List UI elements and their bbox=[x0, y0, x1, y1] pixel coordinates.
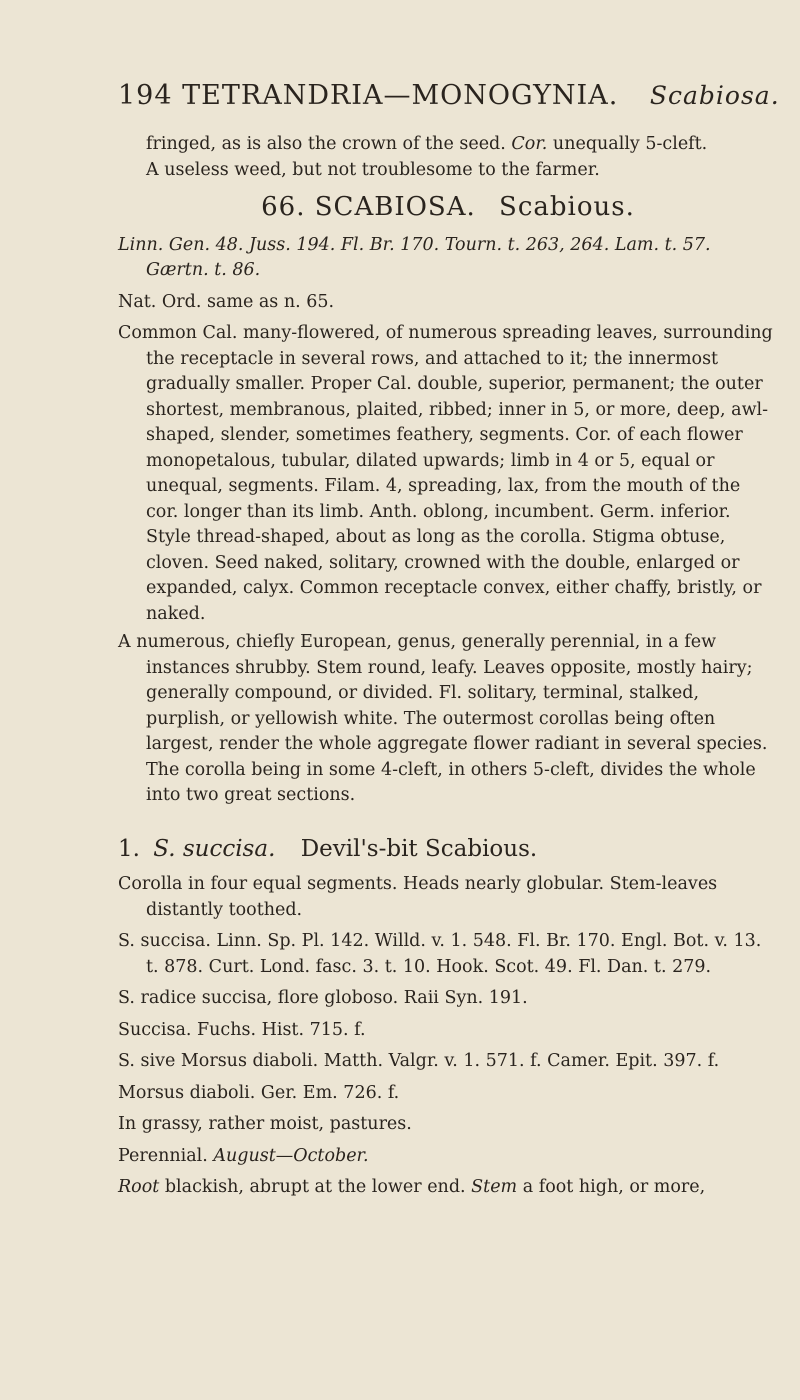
page-header bbox=[118, 80, 780, 111]
genus-name: SCABIOSA. bbox=[314, 192, 476, 222]
intro-line2: A useless weed, but not troublesome to the farmer. bbox=[146, 159, 600, 180]
genus-description: Common Cal. many-flowered, of numerous spreading leaves, surrounding the receptacle in several rows, and attached to it; the innermost gradually smaller. Proper Cal. double, superior, permanent; the outer shortest, membranous, plaited, ribbed; inner in 5, or more, deep, awl-shaped, slender, sometimes feathery, segments. Cor. of each flower monopetalous, tubular, dilated upwards; limb in 4 or 5, equal or unequal, segments. Filam. 4, spreading, lax, from the mouth of the cor. longer than its limb. Anth. oblong, incumbent. Germ. inferior. Style thread-shaped, about as long as the corolla. Stigma obtuse, cloven. Seed naked, solitary, crowned with the double, enlarged or expanded, calyx. Common receptacle convex, either chaffy, bristly, or naked. bbox=[118, 323, 773, 624]
intro-line1-rest: unequally 5-cleft. bbox=[552, 134, 708, 154]
species-number: 1. bbox=[118, 835, 140, 862]
genus-references bbox=[118, 233, 778, 284]
stem-label: Stem bbox=[471, 1177, 518, 1197]
intro-paragraph bbox=[118, 132, 778, 183]
page-body bbox=[118, 132, 778, 1207]
habitat: In grassy, rather moist, pastures. bbox=[118, 1114, 412, 1134]
genus-notes: A numerous, chiefly European, genus, generally perennial, in a few instances shrubby. Stem round, leafy. Leaves opposite, mostly hairy; generally compound, or divided. Fl. solitary, terminal, stalked, purplish, or yellowish white. The outermost corollas being often largest, render the whole aggregate flower radiant in several species. The corolla being in some 4-cleft, in others 5-cleft, divides the whole into two great sections. bbox=[118, 632, 768, 805]
synonym-2: S. radice succisa, flore globoso. Raii Syn. 191. bbox=[118, 988, 528, 1008]
running-title: Scabiosa. bbox=[649, 81, 780, 110]
synonym-1: S. succisa. Linn. Sp. Pl. 142. Willd. v. 1. 548. Fl. Br. 170. Engl. Bot. v. 13. t. 878. Curt. Lond. fasc. 3. t. 10. Hook. Scot. 49. Fl. Dan. t. 279. bbox=[118, 931, 762, 977]
refs-line2: t. 57. Gærtn. t. 86. bbox=[146, 234, 711, 280]
species-english: Devil's-bit Scabious. bbox=[300, 835, 538, 862]
stem-text: a foot high, or more, bbox=[522, 1177, 706, 1197]
genus-english: Scabious. bbox=[499, 192, 635, 222]
species-name: S. succisa. bbox=[153, 835, 276, 862]
root-stem-line bbox=[118, 1175, 778, 1201]
intro-line1: fringed, as is also the crown of the seed. bbox=[146, 134, 506, 154]
species-diagnosis: Corolla in four equal segments. Heads nearly globular. Stem-leaves distantly toothed. bbox=[118, 874, 718, 920]
duration-line bbox=[118, 1144, 778, 1170]
refs-line1: Linn. Gen. 48. Juss. 194. Fl. Br. 170. Tourn. t. 263, 264. Lam. bbox=[118, 234, 660, 255]
species-heading bbox=[118, 837, 778, 863]
genus-number: 66. bbox=[261, 192, 306, 222]
page-number: 194 bbox=[118, 80, 173, 111]
synonym-3: Succisa. Fuchs. Hist. 715. f. bbox=[118, 1019, 366, 1040]
root-label: Root bbox=[118, 1177, 160, 1197]
synonym-5: Morsus diaboli. Ger. Em. 726. f. bbox=[118, 1082, 400, 1103]
synonym-4: S. sive Morsus diaboli. Matth. Valgr. v. 1. 571. f. Camer. Epit. 397. f. bbox=[118, 1051, 720, 1071]
duration: Perennial. bbox=[118, 1145, 208, 1166]
intro-cor-label: Cor. bbox=[511, 134, 548, 154]
natural-order: Nat. Ord. same as n. 65. bbox=[118, 291, 335, 312]
class-title: TETRANDRIA—MONOGYNIA. bbox=[182, 80, 619, 111]
flowering-period: August—October. bbox=[213, 1145, 369, 1166]
root-text: blackish, abrupt at the lower end. bbox=[164, 1177, 466, 1197]
genus-title bbox=[118, 192, 778, 222]
